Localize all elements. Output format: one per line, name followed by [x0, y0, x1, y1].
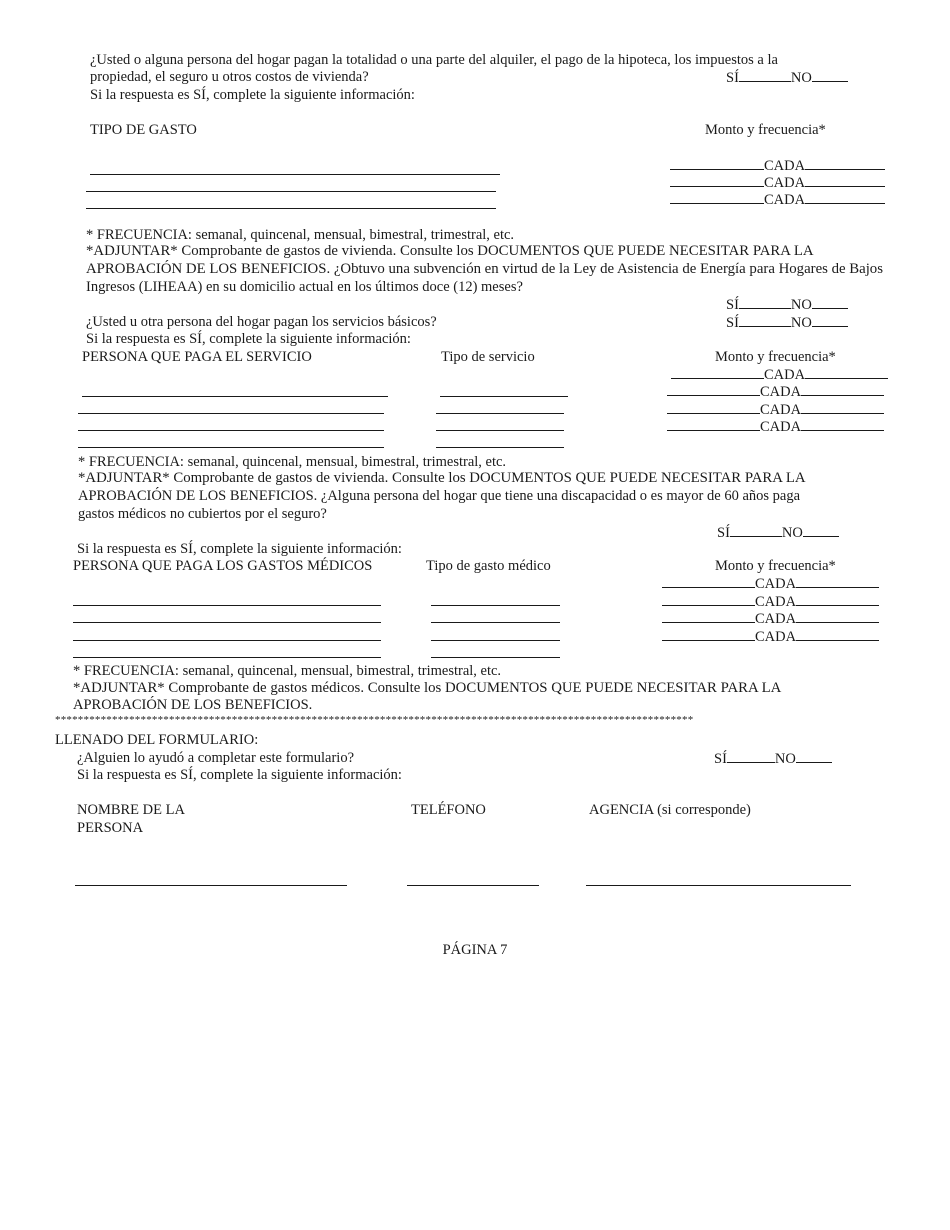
medical-amount-row[interactable]: CADA — [662, 610, 879, 628]
form-help-if-yes: Si la respuesta es SÍ, complete la siguiente información: — [77, 767, 402, 783]
form-help-question: ¿Alguien lo ayudó a completar este formulario? — [77, 750, 355, 766]
medical-type-line[interactable] — [431, 657, 560, 658]
medical-col-type: Tipo de gasto médico — [426, 558, 551, 574]
medical-person-line[interactable] — [73, 605, 381, 606]
utilities-type-line[interactable] — [436, 413, 564, 414]
form-help-col-name-line1: NOMBRE DE LA — [77, 802, 185, 818]
utilities-amount-row[interactable]: CADA — [671, 366, 888, 384]
medical-yes-no[interactable]: SÍ NO — [717, 524, 839, 542]
medical-if-yes: Si la respuesta es SÍ, complete la siguiente información: — [77, 541, 402, 557]
medical-attach-line2: APROBACIÓN DE LOS BENEFICIOS. — [73, 697, 313, 713]
housing-question-line2: propiedad, el seguro u otros costos de vivienda? — [90, 69, 369, 85]
asterisk-separator: **************************************************************************************************************** — [55, 714, 694, 726]
housing-attach-line1: *ADJUNTAR* Comprobante de gastos de vivienda. Consulte los DOCUMENTOS QUE PUEDE NECESITAR PARA LA — [86, 243, 814, 259]
housing-amount-row[interactable]: CADA — [670, 157, 885, 175]
form-help-heading: LLENADO DEL FORMULARIO: — [55, 732, 259, 748]
utilities-attach-line2: APROBACIÓN DE LOS BENEFICIOS. ¿Alguna persona del hogar que tiene una discapacidad o es mayor de 60 años paga — [78, 488, 801, 504]
helper-phone-line[interactable] — [407, 885, 539, 886]
housing-type-line[interactable] — [90, 174, 500, 175]
medical-amount-row[interactable]: CADA — [662, 593, 879, 611]
utilities-col-person: PERSONA QUE PAGA EL SERVICIO — [82, 349, 312, 365]
helper-name-line[interactable] — [75, 885, 347, 886]
utilities-amount-row[interactable]: CADA — [667, 418, 884, 436]
utilities-type-line[interactable] — [436, 430, 564, 431]
medical-person-line[interactable] — [73, 622, 381, 623]
housing-col-amount: Monto y frecuencia* — [705, 122, 826, 138]
utilities-if-yes: Si la respuesta es SÍ, complete la siguiente información: — [86, 331, 411, 347]
utilities-person-line[interactable] — [78, 447, 384, 448]
medical-amount-row[interactable]: CADA — [662, 575, 879, 593]
housing-yes-no[interactable] — [726, 69, 848, 87]
housing-question-line1: ¿Usted o alguna persona del hogar pagan la totalidad o una parte del alquiler, el pago de la hipoteca, los impuestos a la — [90, 52, 778, 68]
utilities-person-line[interactable] — [78, 413, 384, 414]
utilities-amount-row[interactable]: CADA — [667, 401, 884, 419]
yes-label: SÍ — [726, 70, 739, 86]
medical-amount-row[interactable]: CADA — [662, 628, 879, 646]
utilities-type-line[interactable] — [440, 396, 568, 397]
page-number: PÁGINA 7 — [442, 942, 508, 958]
housing-if-yes: Si la respuesta es SÍ, complete la siguiente información: — [90, 87, 415, 103]
utilities-attach-line1: *ADJUNTAR* Comprobante de gastos de vivienda. Consulte los DOCUMENTOS QUE PUEDE NECESITAR PARA LA — [78, 470, 806, 486]
liheaa-yes-no[interactable]: SÍ NO — [726, 296, 848, 314]
medical-col-amount: Monto y frecuencia* — [715, 558, 836, 574]
utilities-question: ¿Usted u otra persona del hogar pagan los servicios básicos? — [86, 314, 437, 330]
helper-agency-line[interactable] — [586, 885, 851, 886]
medical-person-line[interactable] — [73, 640, 381, 641]
utilities-frequency-note: * FRECUENCIA: semanal, quincenal, mensual, bimestral, trimestral, etc. — [78, 454, 507, 470]
housing-col-type: TIPO DE GASTO — [90, 122, 197, 138]
utilities-yes-no[interactable]: SÍ NO — [726, 314, 848, 332]
housing-type-line[interactable] — [86, 191, 496, 192]
form-help-col-phone: TELÉFONO — [411, 802, 486, 818]
utilities-person-line[interactable] — [82, 396, 388, 397]
medical-frequency-note: * FRECUENCIA: semanal, quincenal, mensual, bimestral, trimestral, etc. — [73, 663, 502, 679]
housing-amount-row[interactable]: CADA — [670, 191, 885, 209]
medical-attach-line1: *ADJUNTAR* Comprobante de gastos médicos. Consulte los DOCUMENTOS QUE PUEDE NECESITAR PARA LA — [73, 680, 782, 696]
utilities-attach-line3: gastos médicos no cubiertos por el seguro? — [78, 506, 327, 522]
utilities-col-amount: Monto y frecuencia* — [715, 349, 836, 365]
form-help-col-name-line2: PERSONA — [77, 820, 144, 836]
utilities-person-line[interactable] — [78, 430, 384, 431]
housing-attach-line2: APROBACIÓN DE LOS BENEFICIOS. ¿Obtuvo una subvención en virtud de la Ley de Asistencia de Energía para Hogares de Bajos — [86, 261, 883, 277]
medical-type-line[interactable] — [431, 640, 560, 641]
utilities-amount-row[interactable]: CADA — [667, 383, 884, 401]
housing-type-line[interactable] — [86, 208, 496, 209]
form-help-col-agency: AGENCIA (si corresponde) — [589, 802, 751, 818]
medical-type-line[interactable] — [431, 605, 560, 606]
housing-frequency-note: * FRECUENCIA: semanal, quincenal, mensual, bimestral, trimestral, etc. — [86, 227, 515, 243]
housing-amount-row[interactable]: CADA — [670, 174, 885, 192]
utilities-type-line[interactable] — [436, 447, 564, 448]
form-help-yes-no[interactable]: SÍ NO — [714, 750, 832, 768]
medical-person-line[interactable] — [73, 657, 381, 658]
medical-type-line[interactable] — [431, 622, 560, 623]
housing-attach-line3: Ingresos (LIHEAA) en su domicilio actual en los últimos doce (12) meses? — [86, 279, 523, 295]
utilities-col-type: Tipo de servicio — [441, 349, 535, 365]
no-label: NO — [790, 70, 812, 86]
medical-col-person: PERSONA QUE PAGA LOS GASTOS MÉDICOS — [73, 558, 373, 574]
